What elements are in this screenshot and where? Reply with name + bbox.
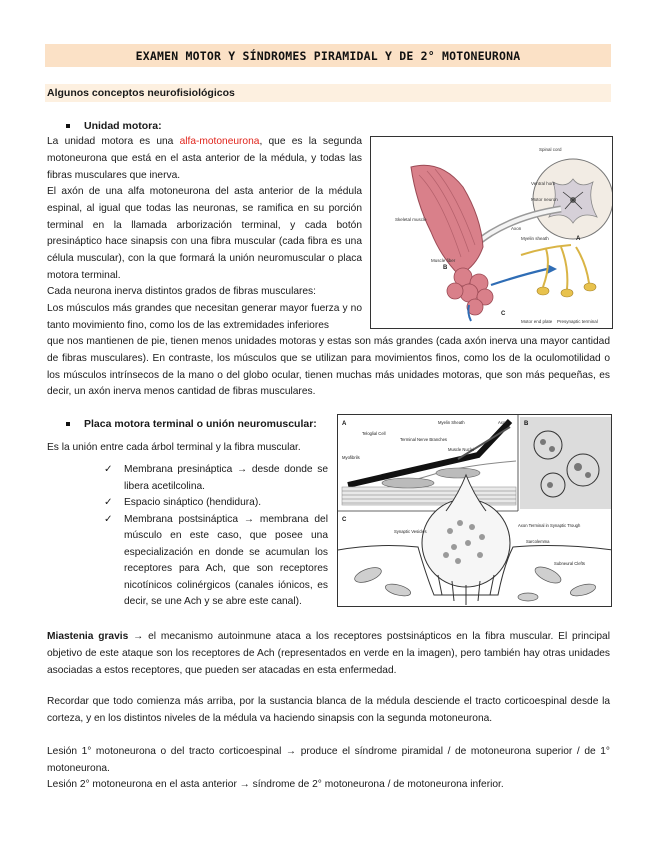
- bullet-square-icon: [66, 422, 70, 426]
- label-a: A: [576, 236, 581, 242]
- unidad-motora-paragraph-3: Cada neurona inerva distintos grados de fibras musculares:: [47, 286, 316, 297]
- label-b: B: [443, 265, 448, 271]
- unidad-motora-paragraph-2: El axón de una alfa motoneurona del asta anterior de la médula espinal, al igual que todas las neuronas, se ramifica en su porción terminal en la llamada arborización terminal, y cada botón presináptico hace sinapsis con una fibra muscular (cada fibra es una célula muscular), con la que formará la unión neuromuscular o placa motora terminal.: [47, 186, 362, 281]
- label-myelin-sheath: Myelin Sheath: [438, 420, 465, 425]
- check-icon: ✓: [104, 513, 113, 525]
- list-item-text: Espacio sináptico (hendidura).: [124, 497, 262, 508]
- label-a: A: [342, 421, 347, 427]
- label-motor-neuron: Motor neuron: [531, 197, 558, 202]
- text-run: La unidad motora es una: [47, 136, 180, 147]
- miastenia-term: Miastenia gravis: [47, 631, 129, 642]
- label-skeletal-muscle: Skeletal muscle: [395, 217, 427, 222]
- unidad-motora-paragraph-4-start: Los músculos más grandes que necesitan generar mayor fuerza y no tanto movimiento fino, como los de las extremidades inferiores: [47, 303, 362, 331]
- list-item-text: Membrana postsináptica → membrana del músculo en este caso, que posee una especialización en donde se acumulan los receptores para Ach, que son receptores nicotínicos colinérgicos (canales iónicos, es decir, se une Ach y se abre este canal).: [124, 513, 328, 607]
- text-run: , que es la segunda motoneurona que está en el asta anterior de la médula, y todas las fibras musculares que inerva.: [47, 136, 362, 181]
- bullet-square-icon: [66, 124, 70, 128]
- check-icon: ✓: [104, 464, 113, 475]
- list-item: [100, 512, 328, 611]
- label-synaptic-vesicles: Synaptic Vesicles: [394, 529, 427, 534]
- label-myelin-sheath: Myelin sheath: [521, 236, 549, 241]
- label-axon-terminal: Axon Terminal in Synaptic Trough: [518, 523, 581, 528]
- label-motor-end-plate: Motor end plate: [521, 319, 553, 324]
- placa-motora-checklist: [100, 462, 328, 611]
- label-c: C: [342, 517, 347, 523]
- label-presynaptic-terminal: Presynaptic terminal: [557, 319, 598, 324]
- page-title: EXAMEN MOTOR Y SÍNDROMES PIRAMIDAL Y DE 2° MOTONEURONA: [45, 44, 611, 67]
- section-heading: Algunos conceptos neurofisiológicos: [45, 84, 611, 102]
- unidad-motora-heading-text: Unidad motora:: [84, 120, 162, 132]
- recordar-paragraph: Recordar que todo comienza más arriba, por la sustancia blanca de la médula desciende el tracto corticoespinal desde la corteza, y en los distintos niveles de la médula va haciendo sinapsis con la segunda motoneurona.: [47, 696, 610, 724]
- placa-motora-heading-text: Placa motora terminal o unión neuromuscular:: [84, 418, 317, 430]
- label-myofibrils: Myofibrils: [342, 455, 360, 460]
- motor-unit-illustration: [371, 137, 613, 329]
- label-muscle-fiber: Muscle fiber: [431, 258, 456, 263]
- motor-unit-figure: [370, 136, 613, 329]
- list-item-text: Membrana presináptica → desde donde se libera acetilcolina.: [124, 464, 328, 492]
- list-item: [100, 495, 328, 512]
- unidad-motora-heading: [66, 118, 162, 134]
- label-terminal-nerve-branches: Terminal Nerve Branches: [400, 437, 448, 442]
- label-spinal-cord: Spinal cord: [539, 147, 562, 152]
- label-axon: Axon: [498, 420, 508, 425]
- lesion-1-paragraph: Lesión 1° motoneurona o del tracto corticoespinal → produce el síndrome piramidal / de motoneurona superior / de 1° motoneurona.: [47, 746, 610, 774]
- alfa-motoneurona-highlight: alfa-motoneurona: [179, 136, 260, 147]
- lesion-2-paragraph: Lesión 2° motoneurona en el asta anterior → síndrome de 2° motoneurona / de motoneurona inferior.: [47, 779, 504, 790]
- label-sarcolemma: Sarcolemma: [526, 539, 550, 544]
- label-c: C: [501, 311, 506, 317]
- miastenia-text: → el mecanismo autoinmune ataca a los receptores postsinápticos en la fibra muscular. El principal objetivo de este ataque son los receptores de Ach (representados en verde en la imagen), pero también hay otras unidades asociadas a estos receptores, que pueden ser atacadas en esta enfermedad.: [47, 631, 610, 676]
- label-ventral-horn: Ventral horn: [531, 181, 556, 186]
- neuromuscular-junction-illustration: [338, 415, 612, 607]
- label-axon: Axon: [511, 226, 522, 231]
- label-subneural-clefts: Subneural Clefts: [554, 561, 585, 566]
- miastenia-paragraph: [47, 629, 610, 679]
- check-icon: ✓: [104, 497, 113, 508]
- label-teloglial-cell: Teloglial Cell: [362, 431, 386, 436]
- label-muscle-nuclei: Muscle Nuclei: [448, 447, 475, 452]
- unidad-motora-paragraph-1: [47, 134, 362, 184]
- unidad-motora-paragraph-4-end: que nos mantienen de pie, tienen menos unidades motoras y estas son más grandes (cada axón inerva una mayor cantidad de fibras musculares). En contraste, los músculos que se utilizan para movimientos finos, como los de la oculomotilidad o los músculos intrínsecos de la mano o del globo ocular, tienen muchas más unidades motoras, que son más pequeñas, es decir, un axón inerva menos cantidad de fibras musculares.: [47, 336, 610, 398]
- placa-motora-intro: Es la unión entre cada árbol terminal y la fibra muscular.: [47, 442, 301, 453]
- placa-motora-heading: [66, 416, 317, 432]
- label-b: B: [524, 421, 529, 427]
- list-item: [100, 462, 328, 495]
- neuromuscular-junction-figure: [337, 414, 612, 607]
